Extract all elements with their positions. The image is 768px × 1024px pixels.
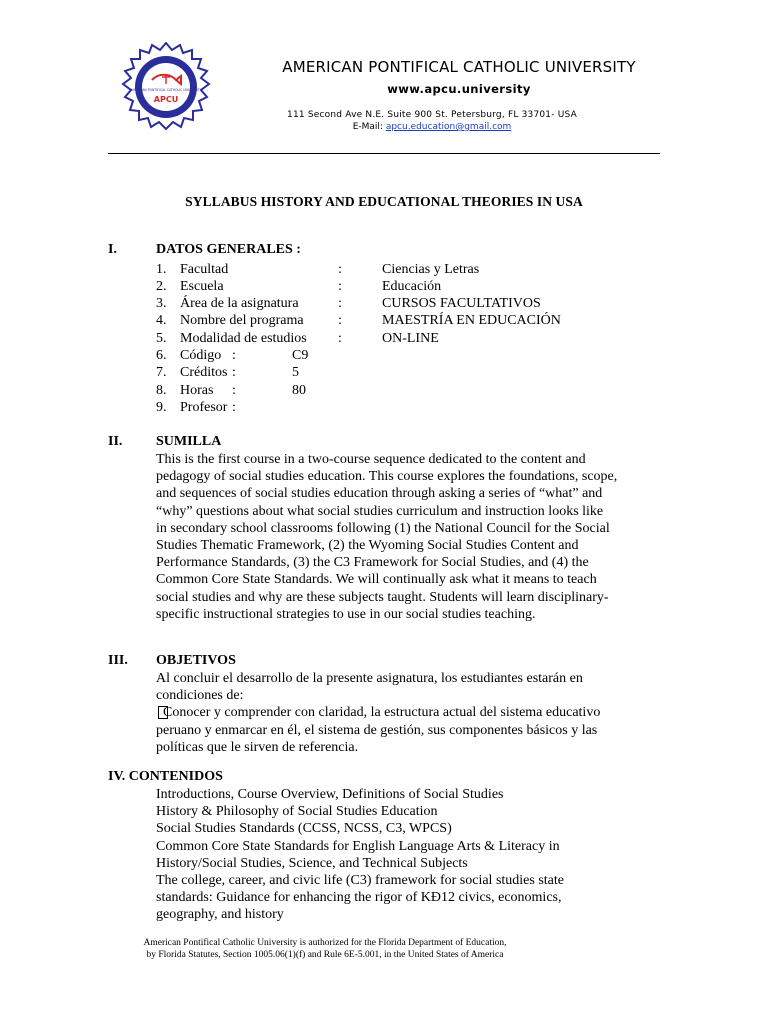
paragraph-line: This is the first course in a two-course sequence dedicated to the content and: [156, 452, 586, 467]
list-item: Social Studies Standards (CCSS, NCSS, C3, WPCS): [156, 821, 452, 837]
document-title: SYLLABUS HISTORY AND EDUCATIONAL THEORIES IN USA: [185, 194, 583, 209]
university-address: 111 Second Ave N.E. Suite 900 St. Petersburg, FL 33701- USA: [287, 110, 577, 120]
list-item: geography, and history: [156, 907, 284, 923]
paragraph-line: políticas que le sirven de referencia.: [156, 739, 359, 755]
row-value: 5: [292, 365, 299, 380]
row-label: Créditos: [180, 365, 228, 380]
row-value: C9: [292, 348, 309, 363]
row-colon: :: [338, 313, 342, 328]
paragraph-line: Al concluir el desarrollo de la presente asignatura, los estudiantes estarán en: [156, 671, 583, 686]
university-website[interactable]: www.apcu.university: [387, 82, 531, 96]
email-label: E-Mail:: [352, 122, 383, 132]
row-number: 6.: [156, 348, 167, 363]
row-colon: :: [232, 348, 236, 363]
section-4-heading: IV. CONTENIDOS: [108, 769, 223, 784]
row-number: 9.: [156, 400, 167, 415]
list-item: standards: Guidance for enhancing the rigor of KÐ12 civics, economics,: [156, 890, 562, 906]
section-3-number: III.: [108, 653, 128, 668]
university-name: AMERICAN PONTIFICAL CATHOLIC UNIVERSITY: [282, 58, 636, 76]
row-number: 5.: [156, 331, 167, 346]
objectives-paragraph: [156, 670, 660, 756]
section-1-heading: DATOS GENERALES :: [156, 242, 301, 257]
row-colon: :: [232, 365, 236, 380]
paragraph-line: and sequences of social studies education through asking a series of “what” and: [156, 486, 603, 502]
paragraph-line: Performance Standards, (3) the C3 Framework for Social Studies, and (4) the: [156, 555, 589, 571]
row-colon: :: [338, 279, 342, 294]
paragraph-line: social studies and why are these subjects taught. Students will learn disciplinary-: [156, 589, 609, 605]
row-number: 3.: [156, 296, 167, 311]
paragraph-line: Studies Thematic Framework, (2) the Wyoming Social Studies Content and: [156, 538, 579, 554]
row-label: Área de la asignatura: [180, 296, 299, 311]
row-number: 1.: [156, 262, 167, 277]
row-colon: :: [338, 262, 342, 277]
row-value: MAESTRÍA EN EDUCACIÓN: [382, 313, 561, 328]
row-value: Ciencias y Letras: [382, 262, 480, 277]
paragraph-line: Conocer y comprender con claridad, la estructura actual del sistema educativo: [156, 705, 601, 721]
paragraph-line: specific instructional strategies to use in our social studies teaching.: [156, 606, 536, 622]
list-item: History/Social Studies, Science, and Technical Subjects: [156, 855, 468, 871]
paragraph-line: in secondary school classrooms following (1) the National Council for the Social: [156, 520, 610, 536]
row-label: Horas: [180, 383, 214, 398]
row-colon: :: [338, 296, 342, 311]
paragraph-line: “why” questions about what social studies curriculum and instruction looks like: [156, 503, 604, 519]
row-colon: :: [232, 400, 236, 415]
row-number: 8.: [156, 383, 167, 398]
paragraph-line: peruano y enmarcar en él, el sistema de gestión, sus componentes básicos y las: [156, 722, 598, 738]
row-label: Profesor: [180, 400, 228, 415]
contents-list: [156, 786, 660, 924]
row-label: Escuela: [180, 279, 224, 294]
sumilla-paragraph: [156, 451, 660, 623]
missing-glyph-icon: [158, 706, 168, 719]
section-3-heading: OBJETIVOS: [156, 653, 236, 668]
row-label: Modalidad de estudios: [180, 331, 307, 346]
row-label: Código: [180, 348, 222, 363]
email-link[interactable]: apcu.education@gmail.com: [385, 122, 512, 132]
paragraph-line: pedagogy of social studies education. This course explores the foundations, scope,: [156, 469, 618, 485]
seal-text-top: AMERICAN PONTIFICAL CATHOLIC UNIVERSITY: [130, 88, 202, 92]
list-item: Introductions, Course Overview, Definitions of Social Studies: [156, 787, 504, 802]
row-label: Facultad: [180, 262, 229, 277]
row-number: 7.: [156, 365, 167, 380]
university-email-line: [236, 122, 628, 132]
section-1-number: I.: [108, 242, 117, 257]
page-footer: [0, 938, 768, 961]
list-item: The college, career, and civic life (C3) framework for social studies state: [156, 873, 564, 889]
header-divider: [108, 153, 660, 154]
row-colon: :: [232, 383, 236, 398]
row-number: 4.: [156, 313, 167, 328]
paragraph-line: condiciones de:: [156, 688, 244, 704]
seal-text-bottom: APCU: [153, 95, 179, 104]
list-item: History & Philosophy of Social Studies Education: [156, 804, 438, 820]
row-number: 2.: [156, 279, 167, 294]
row-value: 80: [292, 383, 306, 398]
list-item: Common Core State Standards for English Language Arts & Literacy in: [156, 838, 560, 854]
row-value: ON-LINE: [382, 331, 439, 346]
row-value: Educación: [382, 279, 442, 294]
row-value: CURSOS FACULTATIVOS: [382, 296, 541, 311]
row-colon: :: [338, 331, 342, 346]
section-2-number: II.: [108, 434, 123, 449]
footer-line: by Florida Statutes, Section 1005.06(1)(f) and Rule 6E-5.001, in the United States of America: [146, 949, 504, 960]
row-label: Nombre del programa: [180, 313, 304, 328]
section-2-heading: SUMILLA: [156, 434, 222, 449]
paragraph-line: Common Core State Standards. We will continually ask what it means to teach: [156, 572, 597, 588]
footer-line: American Pontifical Catholic University is authorized for the Florida Department of Education,: [143, 938, 507, 948]
